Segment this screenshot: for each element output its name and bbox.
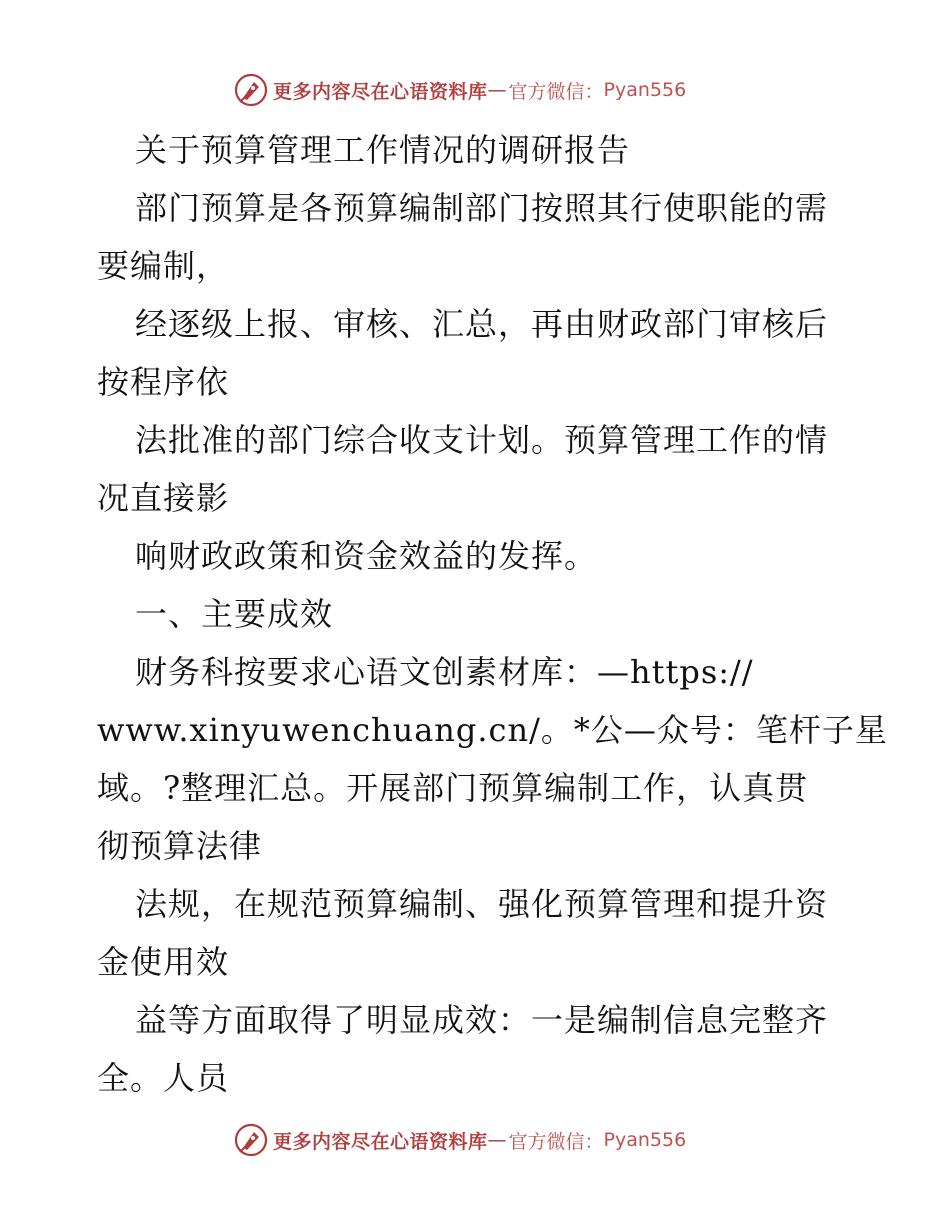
paragraph-line: 财务科按要求心语文创素材库：—https:// <box>135 653 754 691</box>
paragraph-line: 经逐级上报、审核、汇总，再由财政部门审核后 <box>135 305 829 343</box>
header-watermark-banner <box>234 73 686 107</box>
document-title: 关于预算管理工作情况的调研报告 <box>135 131 631 169</box>
banner-brand-text: 更多内容尽在心语资料库 <box>273 80 488 103</box>
paragraph-line: 要编制， <box>97 247 230 285</box>
paragraph-line: www.xinyuwenchuang.cn/。*公—众号：笔杆子星 <box>97 711 888 749</box>
paragraph-line: 益等方面取得了明显成效：一是编制信息完整齐 <box>135 1001 829 1039</box>
pen-nib-icon <box>234 1123 268 1157</box>
pen-nib-icon <box>234 73 268 107</box>
banner-wechat-id: Pyan556 <box>603 79 687 101</box>
banner-separator: — <box>487 1129 507 1151</box>
banner-wechat-id: Pyan556 <box>603 1129 687 1151</box>
banner-wechat-label: 官方微信： <box>508 1130 604 1153</box>
banner-wechat-label: 官方微信： <box>508 80 604 103</box>
paragraph-line: 按程序依 <box>97 363 230 401</box>
document-body <box>97 121 888 1107</box>
paragraph-line: 况直接影 <box>97 479 230 517</box>
footer-watermark-banner <box>234 1123 686 1157</box>
paragraph-line: 法批准的部门综合收支计划。预算管理工作的情 <box>135 421 829 459</box>
banner-separator: — <box>487 79 507 101</box>
paragraph-line: 彻预算法律 <box>97 827 263 865</box>
paragraph-line: 响财政政策和资金效益的发挥。 <box>135 537 598 575</box>
section-heading: 一、主要成效 <box>135 595 334 633</box>
paragraph-line: 域。?整理汇总。开展部门预算编制工作，认真贯 <box>97 769 809 807</box>
paragraph-line: 全。人员 <box>97 1059 230 1097</box>
banner-brand-text: 更多内容尽在心语资料库 <box>273 1130 488 1153</box>
paragraph-line: 部门预算是各预算编制部门按照其行使职能的需 <box>135 189 829 227</box>
paragraph-line: 金使用效 <box>97 943 230 981</box>
paragraph-line: 法规，在规范预算编制、强化预算管理和提升资 <box>135 885 829 923</box>
